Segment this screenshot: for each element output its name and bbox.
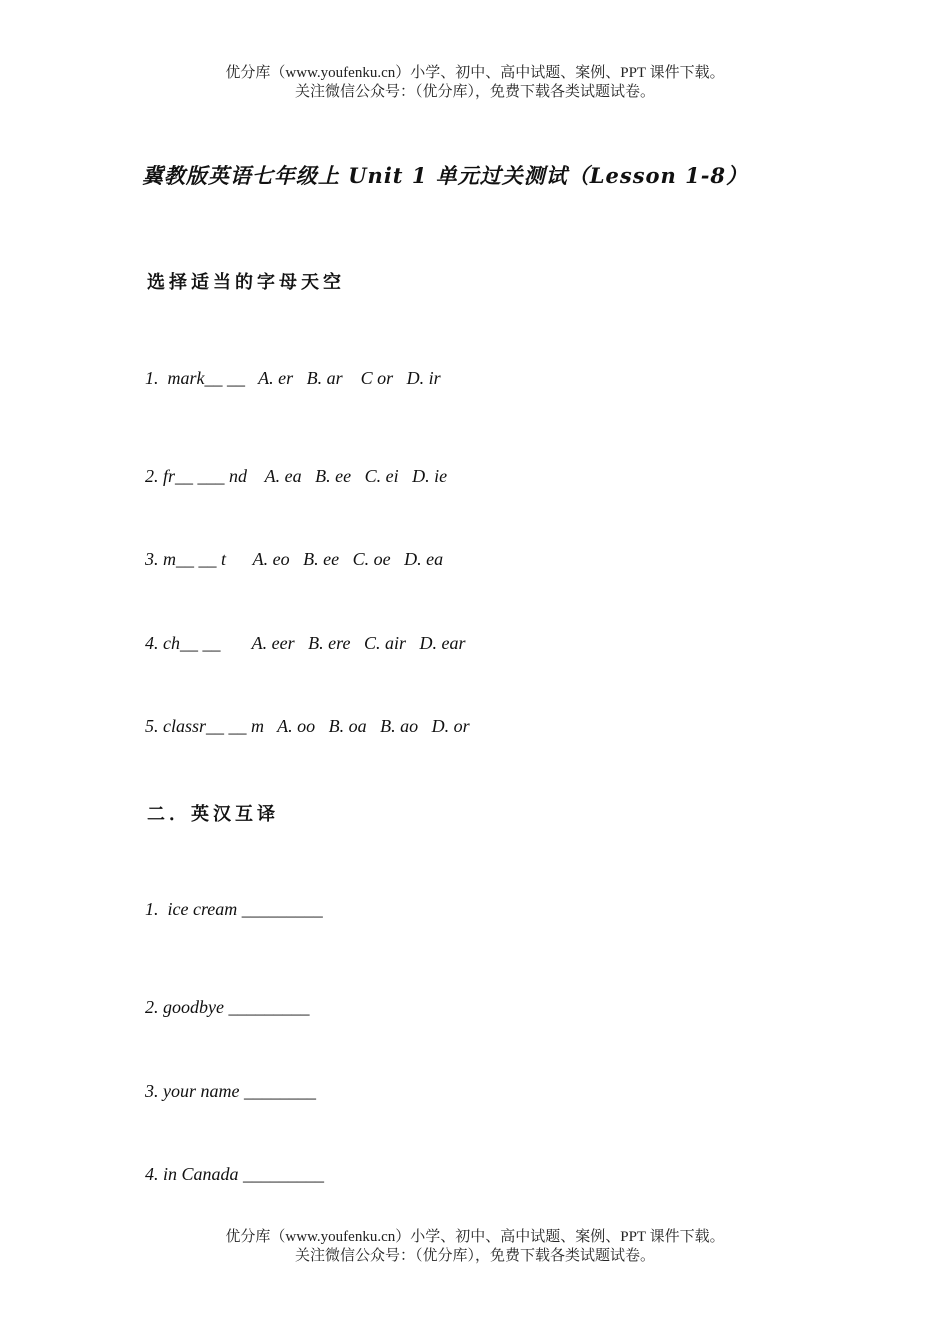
translation-item: 2. goodbye _________	[145, 997, 310, 1017]
footer-line-2: 关注微信公众号：（优分库），免费下载各类试题试卷。	[294, 1248, 655, 1264]
translation-item: 3. your name ________	[145, 1081, 316, 1101]
translation-item: 4. in Canada _________	[145, 1164, 325, 1184]
page-header	[0, 64, 950, 102]
section-2-heading: 二．英汉互译	[147, 804, 279, 825]
page-footer	[0, 1228, 950, 1266]
document-title: 冀教版英语七年级上 Unit 1 单元过关测试（Lesson 1-8）	[141, 163, 749, 188]
question-item: 3. m__ __ t A. eo B. ee C. oe D. ea	[145, 549, 444, 569]
header-line-2: 关注微信公众号：（优分库），免费下载各类试题试卷。	[294, 84, 655, 100]
question-item: 1. mark__ __ A. er B. ar C or D. ir	[145, 368, 441, 388]
translation-item: 1. ice cream _________	[145, 899, 323, 919]
question-item: 2. fr__ ___ nd A. ea B. ee C. ei D. ie	[145, 466, 448, 486]
header-line-1: 优分库（www.youfenku.cn）小学、初中、高中试题、案例、PPT 课件下载。	[225, 65, 725, 81]
section-1-heading: 选择适当的字母天空	[147, 272, 345, 293]
question-item: 5. classr__ __ m A. oo B. oa B. ao D. or	[145, 716, 470, 736]
footer-line-1: 优分库（www.youfenku.cn）小学、初中、高中试题、案例、PPT 课件下载。	[225, 1229, 725, 1245]
question-item: 4. ch__ __ A. eer B. ere C. air D. ear	[145, 633, 466, 653]
